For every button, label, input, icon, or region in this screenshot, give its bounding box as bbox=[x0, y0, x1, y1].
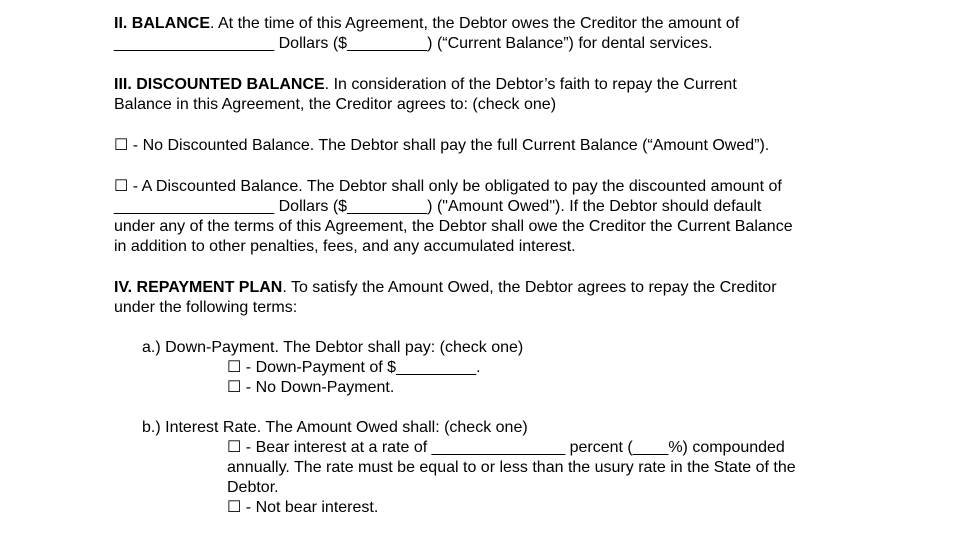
discounted-paragraph-line1 bbox=[114, 75, 854, 95]
checkbox-no-discount[interactable]: ☐ bbox=[114, 137, 129, 154]
item-a-label: a.) Down-Payment. The Debtor shall pay: (check one) bbox=[142, 339, 524, 356]
option-discount-line2: __________________ Dollars ($_________) ("Amount Owed"). If the Debtor should default bbox=[114, 198, 762, 215]
item-b-option1-line2: annually. The rate must be equal to or less than the usury rate in the State of the bbox=[227, 459, 796, 476]
spacer bbox=[114, 156, 854, 177]
no-down-payment-text: - No Down-Payment. bbox=[241, 379, 395, 396]
spacer bbox=[114, 318, 854, 338]
spacer bbox=[114, 54, 854, 75]
option-discount-text: - A Discounted Balance. The Debtor shall only be obligated to pay the discounted amount of bbox=[128, 178, 782, 195]
checkbox-discount[interactable]: ☐ bbox=[114, 178, 129, 195]
checkbox-no-down-payment[interactable]: ☐ bbox=[227, 379, 242, 396]
option-discount-line3: under any of the terms of this Agreement, the Debtor shall owe the Creditor the Current Balance bbox=[114, 218, 793, 235]
option-discount-line1 bbox=[114, 177, 854, 197]
item-b-option1-line3: Debtor. bbox=[227, 479, 279, 496]
document-page bbox=[114, 14, 854, 518]
spacer bbox=[114, 257, 854, 278]
balance-text: . At the time of this Agreement, the Debtor owes the Creditor the amount of bbox=[210, 15, 740, 32]
checkbox-not-bear-interest[interactable]: ☐ bbox=[227, 499, 242, 516]
discounted-paragraph-line2: Balance in this Agreement, the Creditor agrees to: (check one) bbox=[114, 96, 557, 113]
spacer bbox=[114, 398, 854, 418]
option-no-discount-text: - No Discounted Balance. The Debtor shall pay the full Current Balance (“Amount Owed”). bbox=[128, 137, 770, 154]
discounted-text: . In consideration of the Debtor’s faith to repay the Current bbox=[324, 76, 737, 93]
balance-heading: II. BALANCE bbox=[114, 15, 210, 32]
bear-interest-text: - Bear interest at a rate of _______________ percent (____%) compounded bbox=[241, 439, 785, 456]
not-bear-interest-text: - Not bear interest. bbox=[241, 499, 379, 516]
balance-paragraph-line2: __________________ Dollars ($_________) (“Current Balance”) for dental services. bbox=[114, 35, 713, 52]
checkbox-down-payment[interactable]: ☐ bbox=[227, 359, 242, 376]
spacer bbox=[114, 115, 854, 136]
repayment-paragraph-line1 bbox=[114, 278, 854, 298]
item-a-option2 bbox=[114, 378, 854, 398]
option-discount-line4: in addition to other penalties, fees, and any accumulated interest. bbox=[114, 238, 576, 255]
item-b-label: b.) Interest Rate. The Amount Owed shall: (check one) bbox=[142, 419, 528, 436]
repayment-text: . To satisfy the Amount Owed, the Debtor agrees to repay the Creditor bbox=[282, 279, 777, 296]
repayment-paragraph-line2: under the following terms: bbox=[114, 299, 298, 316]
item-b-option2 bbox=[114, 498, 854, 518]
option-no-discount bbox=[114, 136, 854, 156]
down-payment-text: - Down-Payment of $_________. bbox=[241, 359, 481, 376]
item-a-option1 bbox=[114, 358, 854, 378]
checkbox-bear-interest[interactable]: ☐ bbox=[227, 439, 242, 456]
item-b-option1-line1 bbox=[114, 438, 854, 458]
repayment-heading: IV. REPAYMENT PLAN bbox=[114, 279, 283, 296]
discounted-heading: III. DISCOUNTED BALANCE bbox=[114, 76, 325, 93]
balance-paragraph-line1 bbox=[114, 14, 854, 34]
